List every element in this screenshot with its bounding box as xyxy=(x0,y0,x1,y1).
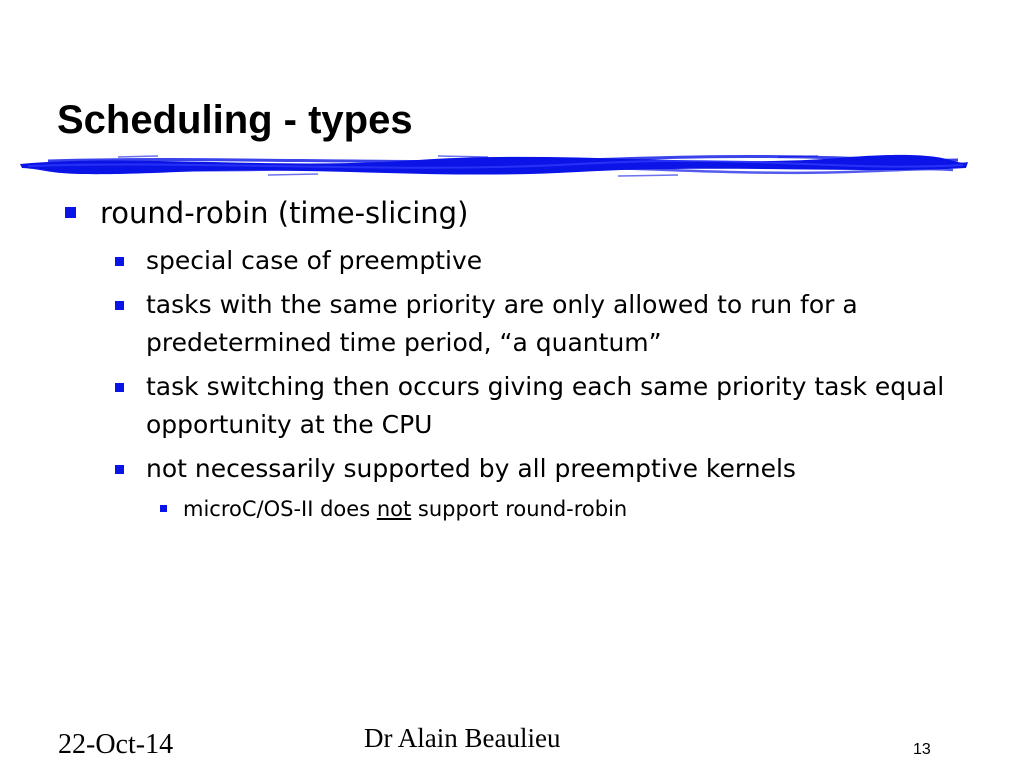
sub-sub-bullet-microcos xyxy=(0,494,1024,524)
square-bullet-icon xyxy=(115,301,124,310)
bullet-text: round-robin (time-slicing) xyxy=(100,196,469,230)
bullet-text xyxy=(183,497,627,521)
bullet-text: special case of preemptive xyxy=(146,246,483,275)
sub-bullet-kernel-support xyxy=(0,450,1024,488)
bullet-text-suffix: support round-robin xyxy=(411,497,628,521)
square-bullet-icon xyxy=(115,383,124,392)
sub-bullet-task-switching xyxy=(0,368,1024,444)
square-bullet-icon xyxy=(160,505,167,512)
page-number: 13 xyxy=(913,741,931,758)
slide-title: Scheduling - types xyxy=(57,98,413,142)
bullet-list xyxy=(0,194,1024,524)
bullet-text: tasks with the same priority are only allowed to run for a predetermined time period, “a quantum” xyxy=(146,290,858,357)
bullet-text: not necessarily supported by all preemptive kernels xyxy=(146,454,796,483)
footer-author: Dr Alain Beaulieu xyxy=(364,723,561,753)
footer-date: 22-Oct-14 xyxy=(58,729,174,760)
square-bullet-icon xyxy=(115,257,124,266)
emphasis-text: not xyxy=(376,497,412,521)
sub-bullet-preemptive-case xyxy=(0,242,1024,280)
square-bullet-icon xyxy=(65,207,76,218)
square-bullet-icon xyxy=(115,465,124,474)
bullet-text-prefix: microC/OS-II does xyxy=(183,497,377,521)
bullet-text: task switching then occurs giving each same priority task equal opportunity at the CPU xyxy=(146,372,945,439)
title-underline-brush xyxy=(18,148,970,182)
bullet-round-robin xyxy=(0,194,1024,232)
sub-bullet-quantum xyxy=(0,286,1024,362)
